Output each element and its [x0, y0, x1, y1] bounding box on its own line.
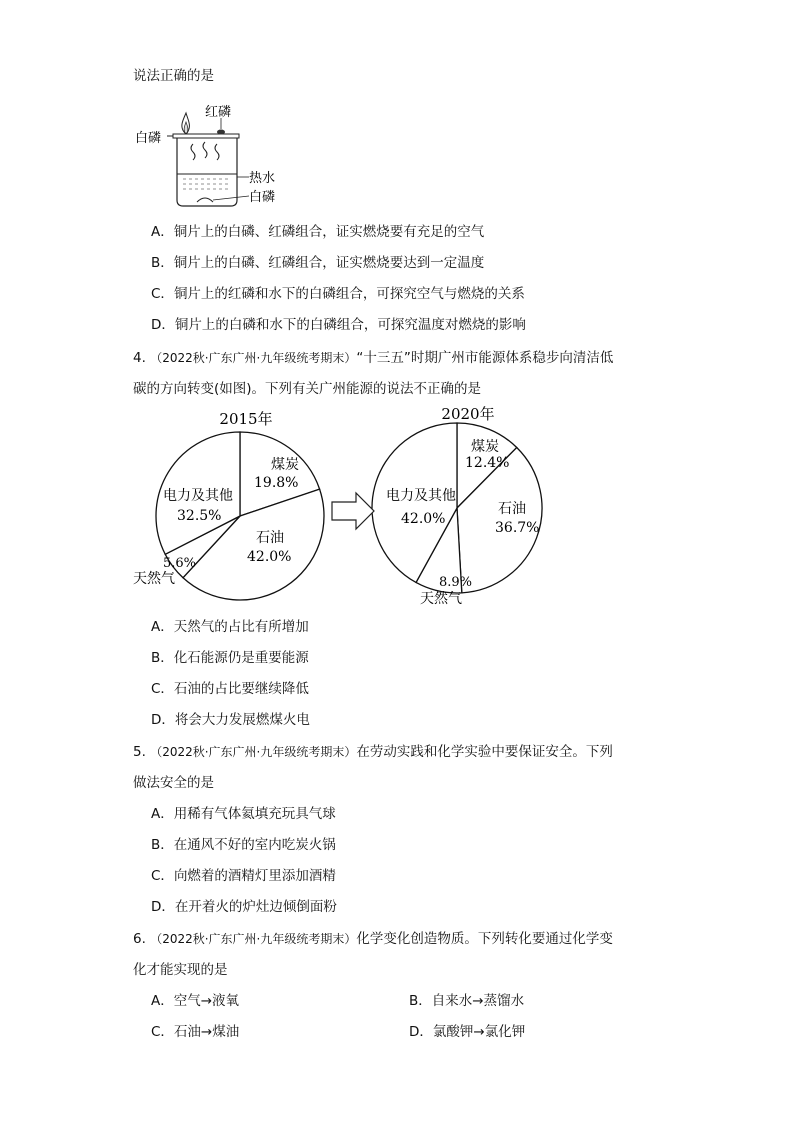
pie-2015-label-coal: 煤炭: [271, 457, 299, 473]
q5-option-d[interactable]: D．在开着火的炉灶边倾倒面粉: [151, 899, 337, 915]
pie-2015-value-oil: 42.0%: [247, 549, 292, 565]
q5-option-b[interactable]: B．在通风不好的室内吃炭火锅: [151, 837, 336, 853]
q4-stem-line2: 碳的方向转变(如图)。下列有关广州能源的说法不正确的是: [133, 381, 482, 397]
beaker: [177, 138, 237, 206]
label-white-phosphorus-bottom: 白磷: [249, 190, 276, 205]
red-phosphorus-lump: [217, 130, 225, 135]
q4-source: （2022秋·广东广州·九年级统考期末）: [150, 351, 357, 365]
q4-number: 4.: [133, 350, 146, 366]
pie-2015-label-gas: 天然气: [133, 571, 175, 587]
pie-2015-value-electricity: 32.5%: [177, 508, 222, 524]
q5-stem-line1: 5. （2022秋·广东广州·九年级统考期末）在劳动实践和化学实验中要保证安全。下列: [133, 744, 613, 760]
pie-2015-value-gas: 5.6%: [163, 556, 197, 571]
pie-2015-label-electricity: 电力及其他: [163, 488, 233, 504]
label-hot-water: 热水: [249, 171, 276, 186]
chart-title-2015: 2015年: [219, 410, 273, 428]
pie-2020-value-electricity: 42.0%: [401, 511, 446, 527]
pie-2020-label-oil: 石油: [498, 501, 526, 517]
q5-option-c[interactable]: C．向燃着的酒精灯里添加酒精: [151, 868, 336, 884]
q3-option-c[interactable]: C．铜片上的红磷和水下的白磷组合，可探究空气与燃烧的关系: [151, 286, 525, 302]
q5-option-a[interactable]: A．用稀有气体氦填充玩具气球: [151, 806, 336, 822]
q6-option-d[interactable]: D．氯酸钾→氯化钾: [409, 1024, 526, 1040]
q5-number: 5.: [133, 744, 146, 760]
q3-option-d[interactable]: D．铜片上的白磷和水下的白磷组合，可探究温度对燃烧的影响: [151, 317, 526, 333]
copper-plate: [173, 134, 239, 138]
q6-source: （2022秋·广东广州·九年级统考期末）: [150, 932, 357, 946]
q4-option-a[interactable]: A．天然气的占比有所增加: [151, 619, 309, 635]
pie-2015-label-oil: 石油: [256, 530, 284, 546]
q4-stem-line1: 4. （2022秋·广东广州·九年级统考期末）“十三五”时期广州市能源体系稳步向清洁低: [133, 350, 614, 366]
q6-number: 6.: [133, 931, 146, 947]
pie-2020-value-oil: 36.7%: [495, 520, 540, 536]
q3-stem-tail: 说法正确的是: [133, 68, 214, 84]
q4-option-c[interactable]: C．石油的占比要继续降低: [151, 681, 309, 697]
q3-option-a[interactable]: A．铜片上的白磷、红磷组合，证实燃烧要有充足的空气: [151, 224, 485, 240]
pie-2020-label-gas: 天然气: [420, 591, 462, 605]
pie-2015-value-coal: 19.8%: [254, 475, 299, 491]
label-white-phosphorus-top: 白磷: [135, 131, 162, 146]
arrow-icon: [332, 493, 374, 529]
q5-source: （2022秋·广东广州·九年级统考期末）: [150, 745, 357, 759]
energy-pie-charts: [130, 405, 630, 605]
q6-option-a[interactable]: A．空气→液氧: [151, 993, 240, 1009]
chart-title-2020: 2020年: [441, 405, 495, 423]
label-red-phosphorus: 红磷: [205, 105, 232, 120]
q5-stem-line2: 做法安全的是: [133, 775, 214, 791]
pie-2020-label-electricity: 电力及其他: [386, 488, 456, 504]
q6-stem-line1: 6. （2022秋·广东广州·九年级统考期末）化学变化创造物质。下列转化要通过化学变: [133, 931, 613, 947]
combustion-experiment-figure: [133, 100, 313, 210]
q6-stem-line2: 化才能实现的是: [133, 962, 228, 978]
q6-option-b[interactable]: B．自来水→蒸馏水: [409, 993, 525, 1009]
q6-option-c[interactable]: C．石油→煤油: [151, 1024, 240, 1040]
pie-2020-value-gas: 8.9%: [439, 575, 473, 590]
pie-2020-value-coal: 12.4%: [465, 455, 510, 471]
q4-option-d[interactable]: D．将会大力发展燃煤火电: [151, 712, 310, 728]
pie-2020-label-coal: 煤炭: [471, 439, 499, 455]
q3-option-b[interactable]: B．铜片上的白磷、红磷组合，证实燃烧要达到一定温度: [151, 255, 485, 271]
q4-option-b[interactable]: B．化石能源仍是重要能源: [151, 650, 309, 666]
